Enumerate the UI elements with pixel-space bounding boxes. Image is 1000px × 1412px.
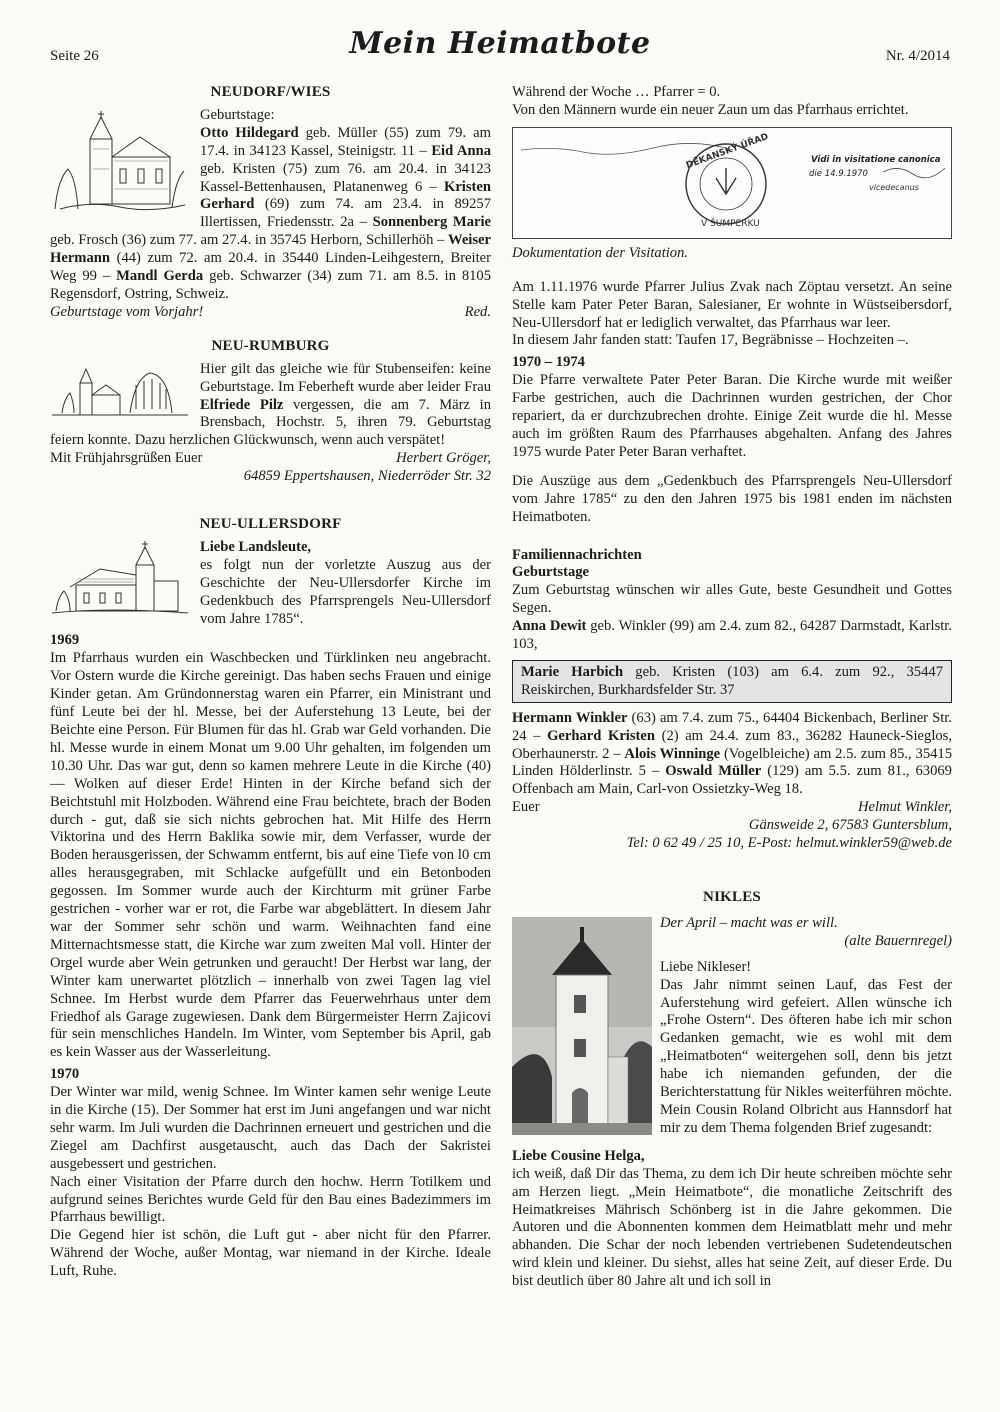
stamp-text-top: DĚKANSKÝ ÚŘAD: [684, 131, 770, 171]
family-news-title-text: Familiennachrichten: [512, 546, 642, 563]
section-title-nikles: NIKLES: [703, 889, 761, 905]
nikles-quote: Der April – macht was er will.: [660, 914, 838, 931]
paragraph-1976: Am 1.11.1976 wurde Pfarrer Julius Zvak nach Zöptau versetzt. An seine Stelle kam Pater Peter Baran, Salesianer, Er wohnte in Wüstseibersdorf, Neu-Ullersdorf hat er lediglich verwaltet, das Pfarrhaus war leer.: [512, 278, 952, 331]
vidi-text: Vidi in visitatione canonica: [811, 154, 941, 165]
section-title-neu-ullersdorf: NEU-ULLERSDORF: [199, 516, 342, 533]
visitation-document-image: [512, 127, 952, 239]
birthday-text: (2) am 24.4. zum 83., 36282 Hauneck-Sieglos, Oberhaunerstr. 2 –: [512, 727, 953, 762]
birthday-text: geb. Winkler (99) am 2.4. zum 82., 64287 Darmstadt, Karlstr. 103,: [512, 618, 953, 653]
birthday-text: geb. Schwarzer (34) zum 71. am 8.5. in 8105 Regensdorf, Ostring, Schweiz.: [50, 268, 492, 302]
rumburg-text-part: vergessen, die am 7. März in Brensbach, Hochstr. 5, ihren 79. Geburtstag feiern konnte. Dazu herzlichen Glückwunsch, wenn auch verspätet!: [50, 396, 491, 449]
family-sign-row: [512, 799, 952, 817]
rumburg-text-part: Hier gilt das gleiche wie für Stubenseifen: keine Geburtstage. Im Feberheft wurde aber leider Frau: [200, 360, 491, 395]
church-drawing-neudorf: [50, 109, 190, 219]
family-author: Helmut Winkler,: [857, 799, 952, 816]
page-header: [50, 18, 950, 68]
neudorf-footer-note: Geburtstage vom Vorjahr!: [50, 303, 204, 320]
letter-salutation-text: Liebe Cousine Helga,: [512, 1147, 645, 1164]
paragraph-fence: Von den Männern wurde ein neuer Zaun um das Pfarrhaus errichtet.: [512, 101, 909, 118]
birthday-name: Sonnenberg Marie: [372, 214, 491, 231]
birthday-text: geb. Kristen (75) zum 76. am 20.4. in 34123 Kassel-Bettenhausen, Platanenweg 6 –: [200, 160, 491, 195]
highlight-box-marie: [512, 660, 952, 703]
birthday-text: geb. Frosch (36) zum 77. am 27.4. in 35745 Herborn, Schillerhöh –: [50, 232, 449, 249]
family-birthdays-subtitle-text: Geburtstage: [512, 564, 590, 581]
birthday-text: geb. Müller (55) zum 79. am 17.4. in 34123 Kassel, Steinigstr. 11 –: [200, 124, 491, 159]
birthday-text: geb. Kristen (103) am 6.4. zum 92., 35447 Reiskirchen, Burkhardsfelder Str. 37: [521, 663, 943, 698]
newspaper-logo: Mein Heimatbote: [349, 26, 651, 61]
neudorf-intro: Geburtstage:: [200, 106, 275, 123]
birthday-name: Hermann Winkler: [512, 709, 628, 726]
family-birthdays-list: [512, 710, 952, 800]
paragraph-1969: Im Pfarrhaus wurden ein Waschbecken und Türklinken neu angebracht. Vor Ostern wurde die Kirche gereinigt. Das haben sechs Frauen und einige Kinder getan. Am Gründonnerstag waren ein Pfarrer, ein Ministrant und fünf Leute bei der hl. Messe, bei der Auferstehung 13 Leute, bei der Beichte eine Person. Für Blumen für das hl. Grab war Geld vorhanden. Die hl. Messe wurde in einem Monat um 9.00 Uhr gehalten, im folgenden um 10.30 Uhr. Das war gut, denn so kamen mehrere Leute in die Kirche (40) — Wolken auf dieser Erde! Hinten in der Kirche befand sich der Beichtstuhl mit Holzboden. Während eine Frau beichtete, brach der Boden durch - gut, daß sie sich nichts gebrochen hat. Mit Hilfe des Herrn Viktorina und des Herrn Baklika sowie mir, dem Verfasser, wurde der Boden herausgerissen, der Schwamm entfernt, bis auf eine Tiefe von l0 cm alles herausgegraben, mit Schlacke aufgefüllt und ein Betonboden gegossen. Im Sommer wurde auch der Kirchturm mit grüner Farbe gestrichen - vorher war er rot, die Farbe war abgeblättert. In diesem Jahr war der Sommer sehr schön und warm. Weihnachten fand eine Mitternachtsmesse statt, die Kirche war zum zweiten Mal voll. Hinter der Orgel wurde aber Wein getrunken und geraucht! Der Herbst war lang, der Winter kam unerwartet plötzlich – innerhalb von zwei Tagen lag viel Schnee. Im Herbst wurde dem Pfarrer das Feuerwehrhaus unter dem Friedhof als Garage zugewiesen. Dank dem Bürgermeister Herrn Zajicovi für sein menschliches Handeln. Im Winter, vom September bis April, gab es kein Wasser aus der Wasserleitung.: [50, 650, 491, 1061]
page-number: Seite 26: [50, 48, 99, 64]
family-birthday-anna: [512, 618, 952, 654]
rumburg-greeting: Mit Frühjahrsgrüßen Euer: [50, 450, 203, 467]
paragraph-week: Während der Woche … Pfarrer = 0.: [512, 84, 721, 100]
birthday-name: Anna Dewit: [512, 618, 587, 635]
paragraph-1976-stats: In diesem Jahr fanden statt: Taufen 17, Begräbnisse – Hochzeiten –.: [512, 332, 909, 349]
paragraph-1970-b: Nach einer Visitation der Pfarre durch den hochw. Herrn Totilkem und aufgrund seines Berichtes wurde Geld für den Bau eines Badezimmers im Pfarrhaus bewilligt.: [50, 1173, 491, 1226]
letter-salutation: [512, 1148, 952, 1166]
right-column: [512, 84, 952, 1291]
rumburg-name: Elfriede Pilz: [200, 396, 284, 413]
family-wish: Zum Geburtstag wünschen wir alles Gute, beste Gesundheit und Gottes Segen.: [512, 582, 952, 617]
year-heading-1970-1974: 1970 – 1974: [512, 354, 585, 371]
nikles-text: Das Jahr nimmt seinen Lauf, das Fest der Auferstehung wird gefeiert. Allen wünsche ich „Frohe Ostern“. Des öfteren habe ich mir schon Gedanken gemacht, wie es wohl mit dem „Heimatboten“ weitergehen soll, denn bis jetzt habe ich niemanden gefunden, der die Berichterstattung für Nikles weiterführen möchte. Mein Cousin Roland Olbricht aus Hannsdorf hat mir zu dem Thema folgenden Brief zugesandt:: [660, 976, 952, 1136]
family-greeting: Euer: [512, 799, 540, 816]
birthday-text: (44) zum 72. am 20.4. in 35440 Linden-Leihgestern, Breiter Weg 99 –: [50, 250, 491, 285]
visitation-stamp-svg: [513, 128, 951, 236]
birthday-name: Weiser Hermann: [50, 232, 491, 267]
birthday-name: Alois Winninge: [624, 745, 721, 762]
vidi-date: die 14.9.1970: [809, 168, 868, 179]
neudorf-footer: [50, 304, 491, 322]
birthday-text: (129) am 5.5. zum 81., 63069 Offenbach am Main, Carl-von Ossietzky-Weg 18.: [512, 763, 952, 798]
birthday-text: (63) am 7.4. zum 75., 64404 Bickenbach, Berliner Str. 24 –: [512, 709, 952, 744]
vidi-sign: vicedecanus: [869, 182, 919, 192]
birthday-name: Eid Anna: [431, 142, 491, 159]
letter-text: ich weiß, daß Dir das Thema, zu dem ich Dir heute schreiben möchte sehr am Herzen liegt. „Mein Heimatbote“, die monatliche Zeitschrift des Heimatkreises Mährisch Schönberg ist in die Jahre gekommen. Die Autoren und die Abonnenten kommen dem Heimatblatt mehr und mehr abhanden. Die Schar der noch lebenden vertriebenen Sudetendeutschen wird klein und kleiner. Du siehst, alles hat seine Zeit, auf dieser Erde. Du bist deutlich über 80 Jahre alt und ich soll in: [512, 1165, 952, 1290]
ullersdorf-intro: es folgt nun der vorletzte Auszug aus der Geschichte der Neu-Ullersdorfer Kirche im Gedenkbuch des Pfarrsprengels Neu-Ullersdorf vom Jahre 1785“.: [200, 556, 491, 627]
stamp-text-bottom: V ŠUMPERKU: [701, 218, 760, 229]
nikles-salutation: Liebe Nikleser!: [660, 958, 752, 975]
year-heading-1969: 1969: [50, 632, 80, 649]
section-title-neu-rumburg: NEU-RUMBURG: [211, 337, 330, 354]
issue-number: Nr. 4/2014: [885, 48, 950, 64]
rumburg-sign-row: [50, 450, 491, 468]
ullersdorf-salutation-text: Liebe Landsleute,: [200, 538, 312, 555]
family-address: Gänsweide 2, 67583 Guntersblum,: [748, 817, 952, 834]
year-heading-1970: 1970: [50, 1066, 80, 1083]
family-contact: Tel: 0 62 49 / 25 10, E-Post: helmut.winkler59@web.de: [626, 835, 952, 852]
rumburg-address: 64859 Eppertshausen, Niederröder Str. 32: [243, 468, 491, 485]
paragraph-1970-c: Die Gegend hier ist schön, die Luft gut - aber nicht für den Pfarrer. Während der Woche, außer Montag, war niemand in der Kirche. Ideale Luft, Ruhe.: [50, 1227, 491, 1280]
birthday-name: Kristen Gerhard: [200, 178, 491, 213]
birthday-text: (69) zum 74. am 23.4. in 89257 Illertissen, Friedensstr. 2a –: [200, 196, 491, 231]
paragraph-1970-1974: Die Pfarre verwaltete Pater Peter Baran. Die Kirche wurde mit weißer Farbe gestrichen, auch die Dachrinnen wurden gestrichen, der Chor repariert, da er durchzubrechen drohte. Einige Zeit wurde die hl. Messe auch im größten Raum des Pfarrhauses abgehalten. Anfang des Jahres 1975 wurde Pater Peter Baran verhaftet.: [512, 372, 952, 460]
section-title-neudorf: NEUDORF/WIES: [210, 84, 331, 100]
birthday-name: Marie Harbich: [521, 663, 624, 680]
paragraph-1970-a: Der Winter war mild, wenig Schnee. Im Winter kamen sehr wenige Leute in die Kirche (15). Der Sommer hat erst im Juni angefangen und war nicht sehr warm. Im Juli wurden die Dachrinnen erneuert und gestrichen und die Ziegel am Dachfirst ausgetauscht, auch das Dach der Sakristei ausgebessert und gestrichen.: [50, 1084, 491, 1172]
church-drawing-rumburg: [50, 363, 190, 423]
paragraph-excerpts-end: Die Auszüge aus dem „Gedenkbuch des Pfarrsprengels Neu-Ullersdorf vom Jahre 1785“ zu den den Jahren 1975 bis 1981 enden im nächsten Heimatboten.: [512, 472, 952, 525]
church-drawing-ullersdorf: [50, 541, 190, 619]
birthday-name: Oswald Müller: [665, 763, 762, 780]
birthday-name: Gerhard Kristen: [547, 727, 655, 744]
church-photo-nikles: [512, 917, 652, 1135]
family-birthdays-subtitle: [512, 564, 952, 582]
rumburg-author: Herbert Gröger,: [396, 450, 491, 467]
left-column: [50, 84, 491, 1281]
image-caption: Dokumentation der Visitation.: [512, 244, 689, 261]
birthday-name: Mandl Gerda: [116, 268, 204, 285]
neudorf-footer-sign: Red.: [464, 303, 491, 320]
birthday-name: Otto Hildegard: [200, 124, 299, 141]
nikles-quote-source: (alte Bauernregel): [844, 932, 952, 949]
birthday-text: (Vogelbleiche) am 2.5. zum 85., 35415 Linden Hölderlinstr. 5 –: [512, 745, 953, 780]
family-news-title: [512, 547, 952, 565]
